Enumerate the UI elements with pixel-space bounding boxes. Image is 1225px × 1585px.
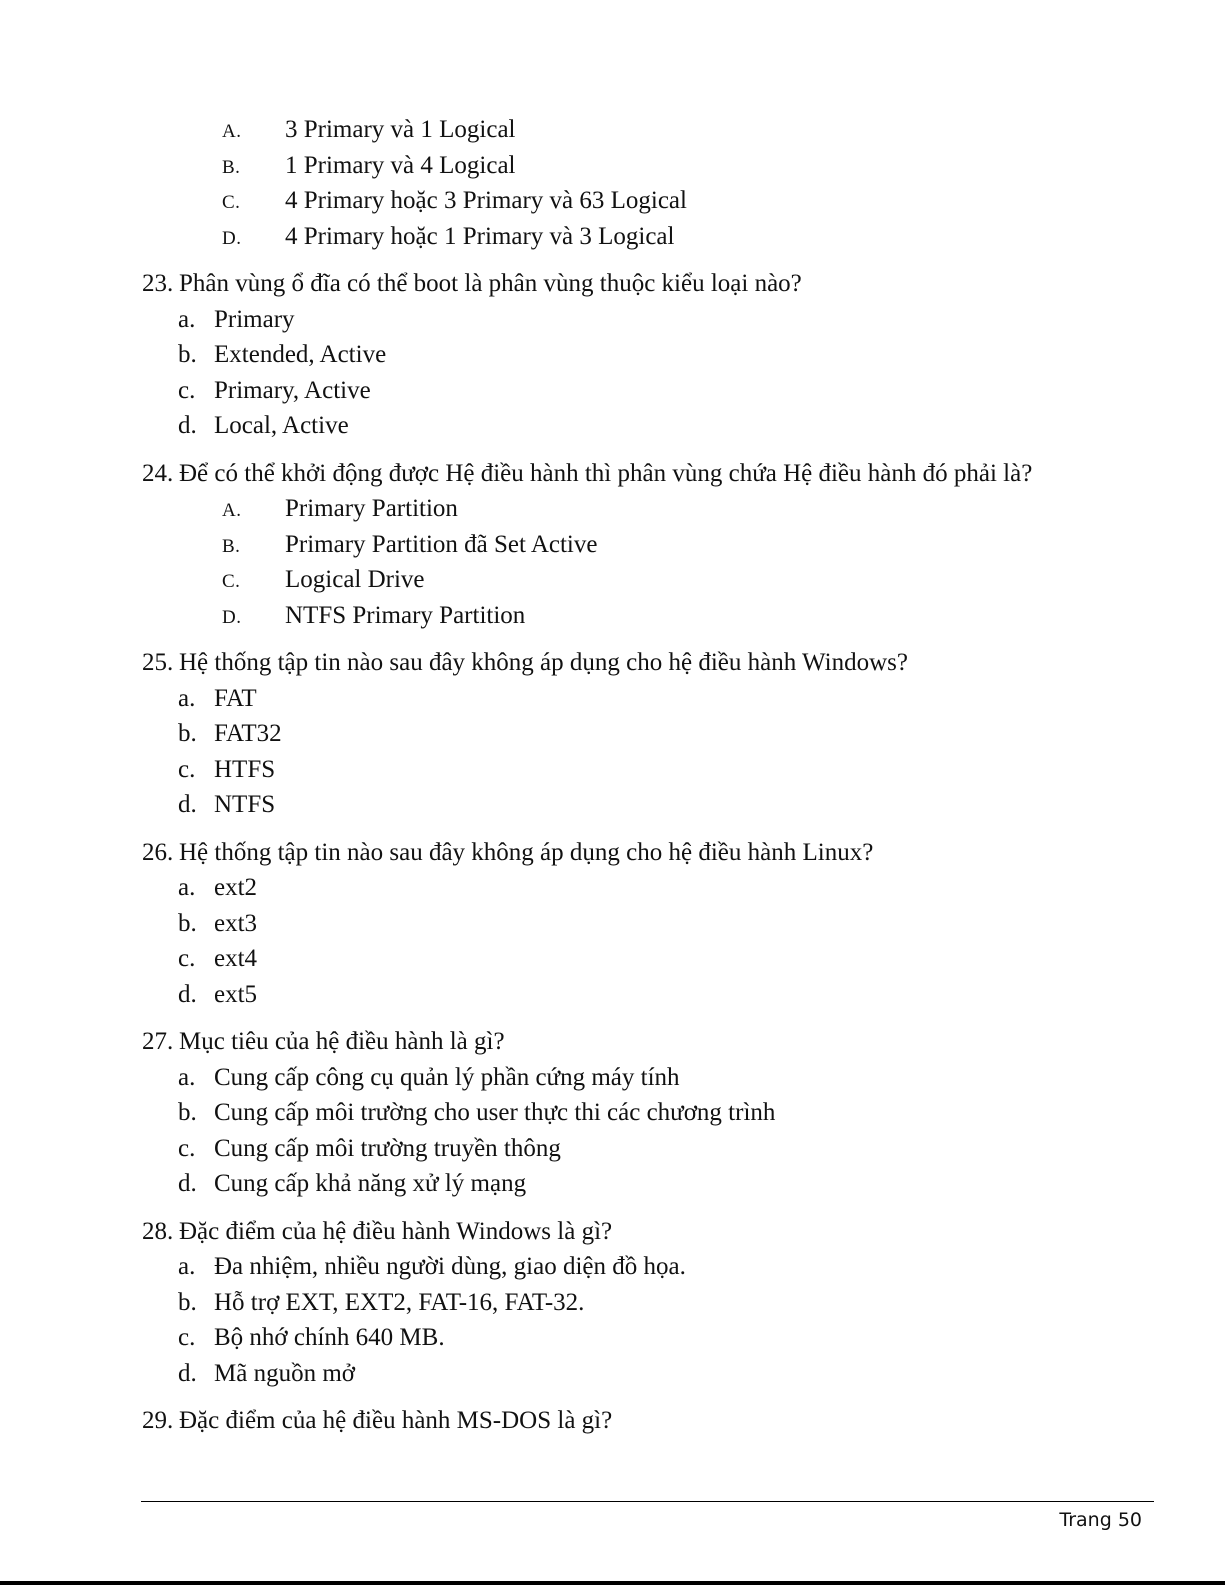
option-marker: c. <box>178 756 196 783</box>
option-text: Hỗ trợ EXT, EXT2, FAT-16, FAT-32. <box>214 1289 585 1316</box>
option-text: Primary, Active <box>214 377 371 404</box>
option-marker: c. <box>178 1324 196 1351</box>
option-marker: a. <box>178 874 196 901</box>
question-number: 26. <box>142 839 174 866</box>
option-text: NTFS <box>214 791 276 818</box>
option-marker: d. <box>178 412 197 439</box>
question-text: Đặc điểm của hệ điều hành MS-DOS là gì? <box>179 1407 613 1434</box>
option-marker: A. <box>222 121 242 142</box>
option-marker: C. <box>222 192 241 213</box>
option-marker: a. <box>178 306 196 333</box>
question-number: 27. <box>142 1028 174 1055</box>
option-marker: c. <box>178 1135 196 1162</box>
option-text: ext2 <box>214 874 258 901</box>
question-text: Mục tiêu của hệ điều hành là gì? <box>179 1028 505 1055</box>
option-text: Cung cấp công cụ quản lý phần cứng máy tính <box>214 1064 680 1091</box>
option-marker: C. <box>222 571 241 592</box>
question-number: 29. <box>142 1407 174 1434</box>
option-marker: c. <box>178 377 196 404</box>
question-number: 25. <box>142 649 174 676</box>
option-marker: b. <box>178 720 197 747</box>
option-text: ext4 <box>214 945 258 972</box>
option-text: 4 Primary hoặc 3 Primary và 63 Logical <box>285 187 687 214</box>
option-text: Bộ nhớ chính 640 MB. <box>214 1324 445 1351</box>
option-text: Cung cấp khả năng xử lý mạng <box>214 1170 527 1197</box>
option-text: Primary <box>214 306 295 333</box>
option-marker: d. <box>178 1360 197 1387</box>
option-text: FAT <box>214 685 257 712</box>
option-marker: b. <box>178 1289 197 1316</box>
page-bottom-edge <box>0 1581 1225 1585</box>
option-marker: d. <box>178 791 197 818</box>
option-marker: a. <box>178 1064 196 1091</box>
option-text: HTFS <box>214 756 276 783</box>
option-marker: d. <box>178 1170 197 1197</box>
option-text: Cung cấp môi trường cho user thực thi các chương trình <box>214 1099 776 1126</box>
option-text: NTFS Primary Partition <box>285 602 526 629</box>
question-number: 23. <box>142 270 174 297</box>
option-text: Primary Partition <box>285 495 458 522</box>
option-marker: b. <box>178 1099 197 1126</box>
option-text: Đa nhiệm, nhiều người dùng, giao diện đồ họa. <box>214 1253 686 1280</box>
option-marker: D. <box>222 228 242 249</box>
option-text: 3 Primary và 1 Logical <box>285 116 516 143</box>
question-text: Hệ thống tập tin nào sau đây không áp dụng cho hệ điều hành Linux? <box>179 839 874 866</box>
option-marker: b. <box>178 341 197 368</box>
option-text: 1 Primary và 4 Logical <box>285 152 516 179</box>
option-text: Local, Active <box>214 412 349 439</box>
option-marker: A. <box>222 500 242 521</box>
question-text: Phân vùng ổ đĩa có thể boot là phân vùng thuộc kiểu loại nào? <box>179 270 802 297</box>
option-marker: a. <box>178 685 196 712</box>
option-text: Logical Drive <box>285 566 425 593</box>
option-marker: a. <box>178 1253 196 1280</box>
option-text: FAT32 <box>214 720 282 747</box>
option-text: Primary Partition đã Set Active <box>285 531 598 558</box>
question-text: Đặc điểm của hệ điều hành Windows là gì? <box>179 1218 613 1245</box>
option-text: Mã nguồn mở <box>214 1360 355 1387</box>
page-number: Trang 50 <box>1059 1509 1142 1531</box>
footer-divider <box>141 1501 1154 1502</box>
question-number: 24. <box>142 460 174 487</box>
option-text: Extended, Active <box>214 341 387 368</box>
option-marker: B. <box>222 157 241 178</box>
option-text: ext5 <box>214 981 258 1008</box>
question-text: Hệ thống tập tin nào sau đây không áp dụng cho hệ điều hành Windows? <box>179 649 908 676</box>
option-marker: c. <box>178 945 196 972</box>
option-marker: D. <box>222 607 242 628</box>
question-text: Để có thể khởi động được Hệ điều hành thì phân vùng chứa Hệ điều hành đó phải là? <box>179 460 1033 487</box>
option-marker: d. <box>178 981 197 1008</box>
option-text: Cung cấp môi trường truyền thông <box>214 1135 561 1162</box>
option-marker: B. <box>222 536 241 557</box>
option-text: ext3 <box>214 910 258 937</box>
question-number: 28. <box>142 1218 174 1245</box>
option-text: 4 Primary hoặc 1 Primary và 3 Logical <box>285 223 675 250</box>
option-marker: b. <box>178 910 197 937</box>
